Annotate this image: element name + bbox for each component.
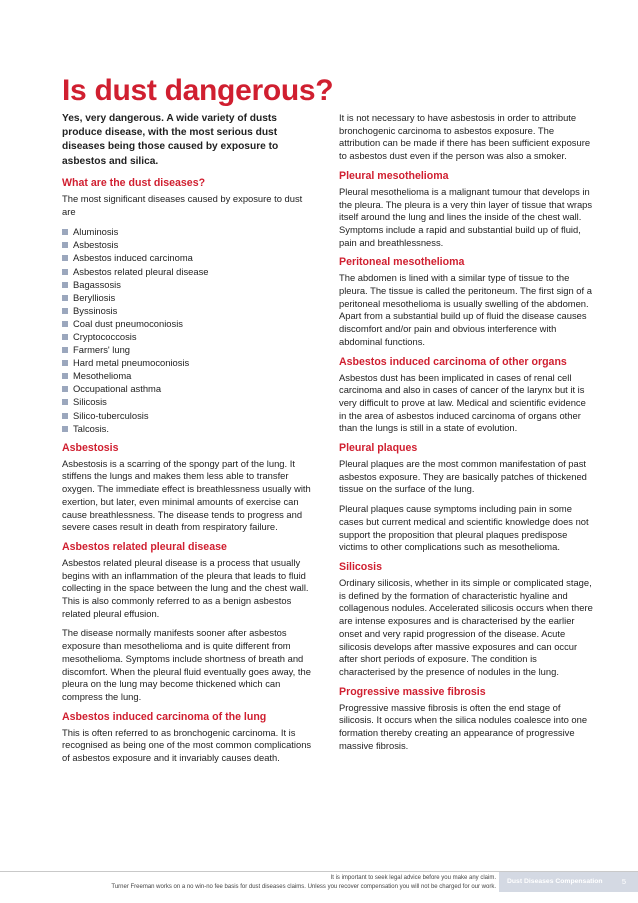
footer-brand-label: Dust Diseases Compensation [507,878,603,885]
heading-asbestosis: Asbestosis [62,441,119,454]
paragraph-carcinoma-other-organs: Asbestos dust has been implicated in cases of renal cell carcinoma and also in cases of cancer of the larynx but it is very difficult to prove at law. Medical and scientific evidence in the area of asbestos induced carcinoma of organs other than the lungs is still in a state of evolution. [339,371,586,434]
list-item: Berylliosis [62,291,318,304]
paragraph-asbestosis: Asbestosis is a scarring of the spongy part of the lung. It stiffens the lungs and makes them less able to transfer oxygen. The immediate effect is breathlessness usually with exertion, but later, even minimal amounts of exercise can cause breathlessness. The disease tends to progress and severe cases result in death from respiratory failure. [62,457,311,533]
left-column [62,112,318,772]
disease-list [62,225,318,435]
list-item: Occupational asthma [62,382,318,395]
list-item: Asbestos related pleural disease [62,265,318,278]
paragraph-dust-diseases-intro: The most significant diseases caused by exposure to dust are [62,192,303,217]
list-item: Byssinosis [62,304,318,317]
list-item: Asbestos induced carcinoma [62,251,318,264]
list-item: Bagassosis [62,278,318,291]
paragraph-pleural-disease-2: The disease normally manifests sooner after asbestos exposure than mesothelioma and is quite different from mesothelioma. Symptoms include shortness of breath and discomfort. When the pleural fluid eventually goes away, the pleura on the lung may become thickened which can compress the lung. [62,627,311,702]
heading-silicosis: Silicosis [339,560,382,573]
list-item: Silicosis [62,395,318,408]
footer-line-no-win-no-fee: Turner Freeman works on a no win-no fee basis for dust diseases claims. Unless you recover compensation you will not be charged for our work. [111,884,496,890]
list-item: Asbestosis [62,238,318,251]
list-item: Coal dust pneumoconiosis [62,317,318,330]
paragraph-progressive-massive-fibrosis: Progressive massive fibrosis is often the end stage of silicosis. It occurs when the silica nodules coalesce into one formation thereby creating an appearance of progressive massive fibrosis. [339,701,588,751]
right-column [339,112,595,759]
footer-line-legal-advice: It is important to seek legal advice before you make any claim. [330,875,496,881]
list-item: Talcosis. [62,422,318,435]
heading-carcinoma-other-organs: Asbestos induced carcinoma of other organs [339,355,567,368]
page-title: Is dust dangerous? [62,74,334,107]
paragraph-pleural-plaques-2: Pleural plaques cause symptoms including pain in some cases but current medical and scientific knowledge does not support the proposition that pleural plaques predispose victims to other complications such as mesothelioma. [339,503,589,553]
paragraph-pleural-disease-1: Asbestos related pleural disease is a process that usually begins with an inflammation of the pleura that leads to fluid collecting in the space between the lung and the chest wall. This is also commonly referred to as a benign asbestos related pleural effusion. [62,556,309,619]
paragraph-carcinoma-continued: It is not necessary to have asbestosis in order to attribute bronchogenic carcinoma to asbestos exposure. The attribution can be made if there has been sufficient exposure to asbestos dust even if the person was also a smoker. [339,112,591,162]
paragraph-peritoneal-mesothelioma: The abdomen is lined with a similar type of tissue to the pleura. The tissue is called the peritoneum. The first sign of a peritoneal mesothelioma is usually swelling of the abdomen. Apart from a substantial build up of fluid the disease causes discomfort and/or pain and obvious interference with abdominal functions. [339,272,592,347]
heading-asbestos-related-pleural-disease: Asbestos related pleural disease [62,540,227,553]
paragraph-silicosis: Ordinary silicosis, whether in its simple or complicated stage, is defined by the formation of characteristic hyaline and collagenous nodules. Accelerated silicosis occurs when there are intense exposures and is characterised by the earlier onset and very rapid progression of the disease. Acute silicosis develops after massive exposures and can occur after short periods of exposure. The condition is characterised by the presence of nodules in the lung. [339,576,593,677]
heading-asbestos-carcinoma-lung: Asbestos induced carcinoma of the lung [62,710,267,723]
list-item: Hard metal pneumoconiosis [62,356,318,369]
heading-pleural-mesothelioma: Pleural mesothelioma [339,169,449,182]
footer-brand-band [499,872,638,892]
heading-pleural-plaques: Pleural plaques [339,442,418,455]
list-item: Mesothelioma [62,369,318,382]
list-item: Farmers' lung [62,343,318,356]
list-item: Silico-tuberculosis [62,409,318,422]
paragraph-pleural-plaques-1: Pleural plaques are the most common manifestation of past asbestos exposure. They are basically patches of thickened tissue on the surface of the lung. [339,458,587,495]
paragraph-carcinoma-lung: This is often referred to as bronchogenic carcinoma. It is recognised as being one of the most common complications of asbestos exposure and it invariably causes death. [62,726,312,764]
heading-what-are-dust-diseases: What are the dust diseases? [62,176,206,189]
lead-paragraph: Yes, very dangerous. A wide variety of dusts produce disease, with the most serious dust diseases being those caused by exposure to asbestos and silica. [62,113,279,167]
footer-disclaimer [22,874,496,892]
heading-peritoneal-mesothelioma: Peritoneal mesothelioma [339,256,465,269]
list-item: Aluminosis [62,225,318,238]
page-number: 5 [621,877,626,886]
list-item: Cryptococcosis [62,330,318,343]
paragraph-pleural-mesothelioma: Pleural mesothelioma is a malignant tumour that develops in the pleura. The pleura is a very thin layer of tissue that wraps itself around the lung and lines the inside of the chest wall. Symptoms include a rapid and substantial build up of fluid, pain and breathlessness. [339,185,593,248]
heading-progressive-massive-fibrosis: Progressive massive fibrosis [339,685,486,698]
